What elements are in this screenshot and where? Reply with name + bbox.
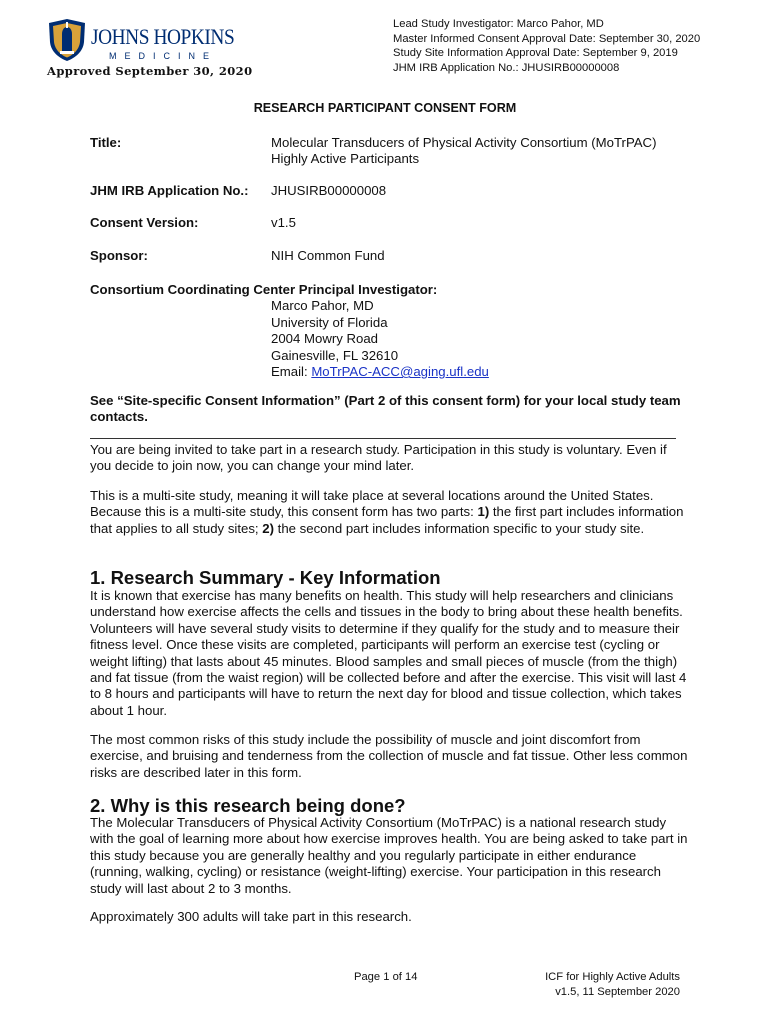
header-master-approval: Master Informed Consent Approval Date: September 30, 2020: [393, 32, 701, 45]
section-1-heading: 1. Research Summary - Key Information: [90, 567, 441, 588]
intro-p2-n1: 1): [477, 504, 490, 520]
ccc-street: 2004 Mowry Road: [271, 331, 379, 347]
header-irb-number: JHM IRB Application No.: JHUSIRB00000008: [393, 61, 620, 74]
title-value-line-2: Highly Active Participants: [271, 151, 420, 167]
intro-paragraph-1: You are being invited to take part in a research study. Participation in this study is voluntary. Even if you decide to join now, you can change your mind later.: [90, 442, 667, 474]
approval-stamp: Approved September 30, 2020: [47, 64, 253, 78]
title-value-line-1: Molecular Transducers of Physical Activity Consortium (MoTrPAC): [271, 135, 657, 150]
intro-p2-c: the second part includes information specific to your study site.: [274, 520, 645, 536]
sponsor-value: NIH Common Fund: [271, 248, 385, 263]
intro-p2-n2: 2): [262, 520, 274, 536]
ccc-institution: University of Florida: [271, 314, 388, 330]
ccc-address: [271, 298, 489, 380]
site-contacts-note: See “Site-specific Consent Information” (Part 2 of this consent form) for your local study team contacts.: [90, 393, 681, 425]
ccc-email-link[interactable]: MoTrPAC-ACC@aging.ufl.edu: [311, 364, 489, 380]
ccc-label: Consortium Coordinating Center Principal Investigator:: [90, 282, 438, 297]
shield-crest-icon: [47, 18, 87, 62]
ccc-city: Gainesville, FL 32610: [271, 347, 399, 363]
intro-paragraph-2: [90, 488, 690, 537]
version-value: v1.5: [271, 215, 296, 230]
johns-hopkins-logo: [47, 18, 247, 66]
footer-doc-info: [545, 970, 680, 999]
logo-submark: MEDICINE: [109, 51, 218, 61]
title-label: Title:: [90, 135, 122, 150]
section-2-heading: 2. Why is this research being done?: [90, 795, 406, 816]
version-label: Consent Version:: [90, 215, 199, 230]
intro-p2-b: the first part includes information that applies to all study sites;: [90, 504, 684, 536]
footer-doc-version: v1.5, 11 September 2020: [555, 985, 680, 998]
title-value: [271, 135, 656, 168]
footer-doc-title: ICF for Highly Active Adults: [545, 971, 680, 983]
header-lead-investigator: Lead Study Investigator: Marco Pahor, MD: [393, 18, 604, 30]
coordinating-center-block: [90, 282, 489, 380]
irb-value: JHUSIRB00000008: [271, 183, 387, 198]
ccc-name: Marco Pahor, MD: [271, 298, 374, 314]
sponsor-label: Sponsor:: [90, 248, 148, 263]
ccc-email-prefix: Email:: [271, 364, 312, 380]
intro-p2-a: This is a multi-site study, meaning it will take place at several locations around the United States. Because this is a multi-site study, this consent form has two parts:: [90, 488, 654, 520]
form-title: RESEARCH PARTICIPANT CONSENT FORM: [253, 101, 517, 115]
ccc-email-line: [271, 364, 489, 380]
header-site-approval: Study Site Information Approval Date: September 9, 2019: [393, 47, 678, 60]
irb-label: JHM IRB Application No.:: [90, 183, 249, 198]
logo-wordmark: JOHNS HOPKINS: [91, 24, 235, 49]
section-1-paragraph-2: The most common risks of this study include the possibility of muscle and joint discomfort from exercise, and bruising and tenderness from the collection of muscle and fat tissue. Other less common risks are described later in this form.: [90, 732, 688, 780]
section-2-paragraph-1: The Molecular Transducers of Physical Activity Consortium (MoTrPAC) is a national research study with the goal of learning more about how exercise improves health. You are being asked to take part in this study because you are generally healthy and you regularly participate in either endurance (running, walking, cycling) or resistance (weight-lifting) exercise. Your participation in this research study will last about 2 to 3 months.: [90, 815, 688, 896]
section-1-paragraph-1: It is known that exercise has many benefits on health. This study will help researchers and clinicians understand how exercise affects the cells and tissues in the body to bring about these health benefits. Volunteers will have several study visits to determine if they qualify for the study and to measure their fitness level. Once these visits are completed, participants will perform an exercise test (cycling or weight lifting) that lasts about 45 minutes. Blood samples and small pieces of muscle (from the thigh) and fat tissue (from the waist region) will be collected before and after the exercise. This visit will last 4 to 8 hours and participants will have to return the next day for blood and tissue collection, which takes about 1 hour.: [90, 588, 687, 718]
header-meta: [393, 17, 700, 75]
divider: [90, 438, 676, 439]
section-2-paragraph-2: Approximately 300 adults will take part in this research.: [90, 909, 412, 924]
page-number: Page 1 of 14: [354, 971, 418, 983]
